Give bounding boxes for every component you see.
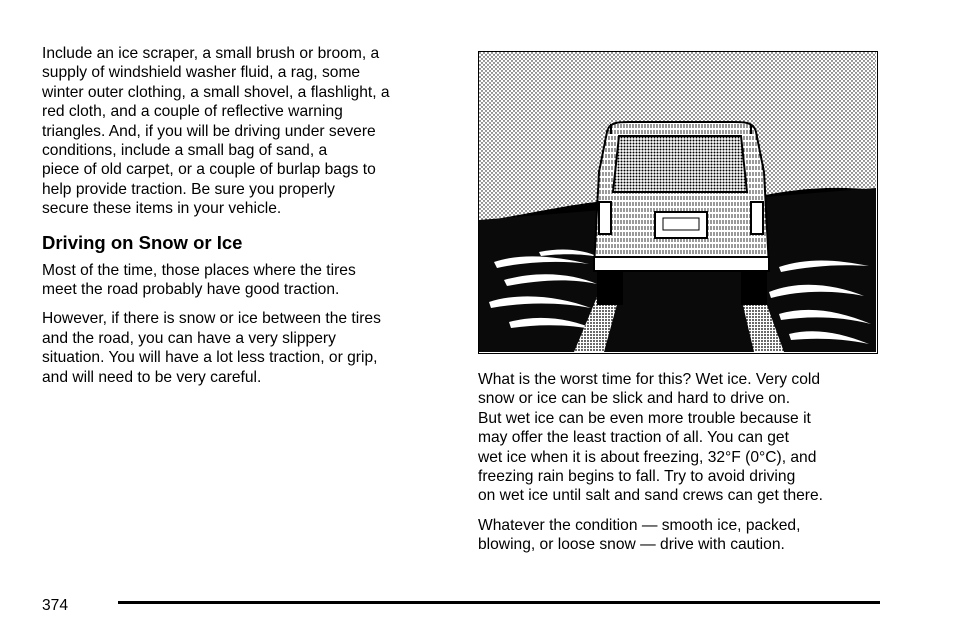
text-line: supply of windshield washer fluid, a rag, some	[42, 64, 361, 82]
text-line: conditions, include a small bag of sand, a	[42, 142, 328, 160]
text-line: Whatever the condition — smooth ice, packed,	[478, 516, 801, 534]
text-line: piece of old carpet, or a couple of burlap bags to	[42, 161, 376, 179]
text-line: help provide traction. Be sure you properly	[42, 180, 335, 198]
text-line: snow or ice can be slick and hard to drive on.	[478, 390, 791, 408]
footer-rule	[118, 601, 880, 604]
text-line: secure these items in your vehicle.	[42, 200, 282, 218]
text-line: meet the road probably have good traction.	[42, 281, 340, 299]
text-line: and the road, you can have a very slippery	[42, 329, 336, 347]
text-line: red cloth, and a couple of reflective warning	[42, 103, 343, 121]
text-line: on wet ice until salt and sand crews can get there.	[478, 487, 823, 505]
vehicle-on-ice-illustration	[478, 51, 878, 354]
text-line: What is the worst time for this? Wet ice. Very cold	[478, 371, 821, 388]
page-number: 374	[42, 597, 69, 614]
text-line: and will need to be very careful.	[42, 368, 262, 386]
text-line: Most of the time, those places where the tires	[42, 261, 356, 279]
illustration-svg	[479, 52, 876, 352]
text-line: Include an ice scraper, a small brush or broom, a	[42, 45, 380, 62]
paragraph-slippery	[42, 309, 452, 387]
paragraph-caution	[478, 516, 888, 555]
text-line: However, if there is snow or ice between the tires	[42, 310, 381, 328]
paragraph-emergency-kit	[42, 44, 452, 219]
text-line: blowing, or loose snow — drive with caution.	[478, 536, 785, 554]
text-line: may offer the least traction of all. You can get	[478, 429, 789, 447]
text-line: situation. You will have a lot less traction, or grip,	[42, 349, 378, 367]
right-column	[478, 370, 888, 555]
text-line: freezing rain begins to fall. Try to avoid driving	[478, 468, 796, 486]
text-line: But wet ice can be even more trouble because it	[478, 409, 811, 427]
paragraph-wet-ice	[478, 370, 888, 506]
paragraph-good-traction	[42, 261, 452, 300]
section-heading: Driving on Snow or Ice	[42, 231, 243, 253]
text-line: wet ice when it is about freezing, 32°F (0°C), and	[478, 448, 817, 466]
text-line: triangles. And, if you will be driving under severe	[42, 122, 376, 140]
left-column	[42, 44, 452, 387]
text-line: winter outer clothing, a small shovel, a flashlight, a	[42, 83, 390, 101]
